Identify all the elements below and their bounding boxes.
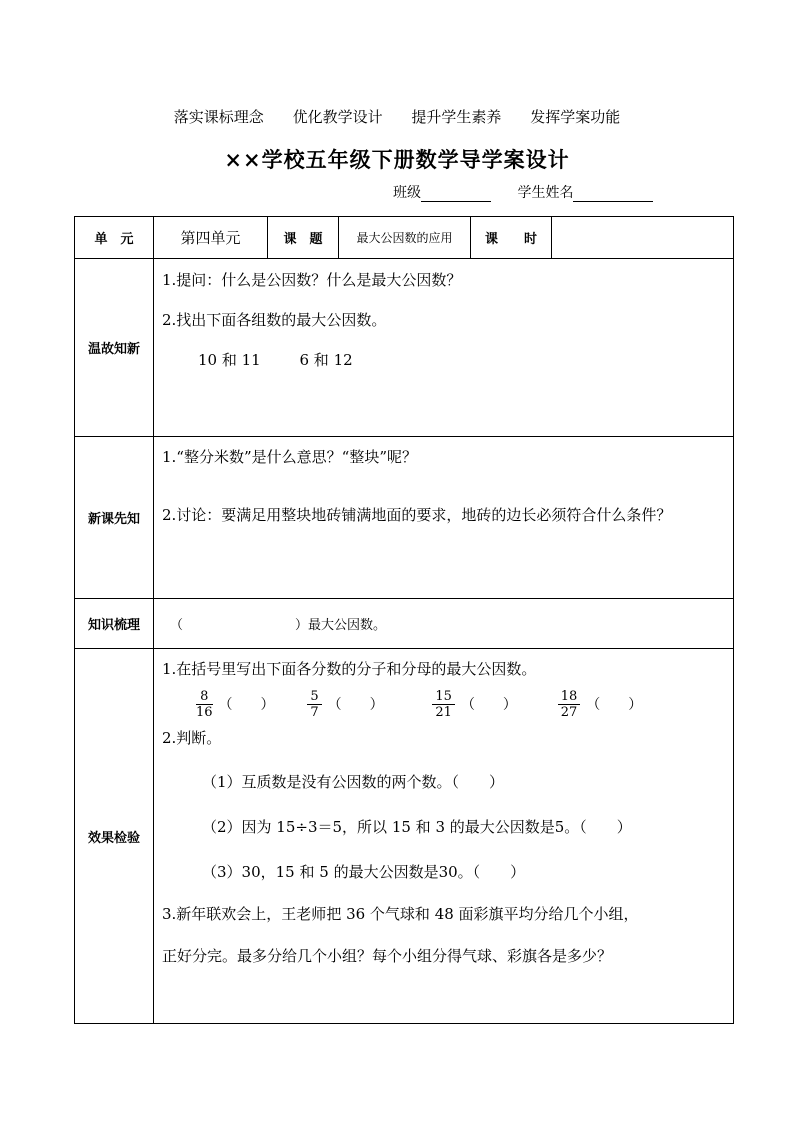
practice-q3-line1: 3.新年联欢会上，王老师把 36 个气球和 48 面彩旗平均分给几个小组， — [162, 905, 639, 923]
fraction-2-num: 5 — [307, 689, 321, 705]
fraction-2 — [307, 689, 321, 720]
judge-1: （1）互质数是没有公因数的两个数。（ ） — [202, 773, 505, 791]
unit-value: 第四单元 — [154, 217, 268, 259]
page-title: ××学校五年级下册数学导学案设计 — [224, 147, 570, 172]
slogan-4: 发挥学案功能 — [530, 108, 621, 126]
fraction-4 — [558, 689, 581, 720]
fraction-3-den: 21 — [435, 705, 452, 720]
fraction-3-answer[interactable]: （ ） — [460, 696, 517, 713]
class-blank[interactable] — [421, 187, 491, 202]
summary-label: 知识梳理 — [75, 599, 154, 649]
student-name-blank[interactable] — [573, 187, 653, 202]
slogan-3: 提升学生素养 — [411, 108, 502, 126]
practice-content — [154, 649, 734, 1024]
summary-content — [154, 599, 734, 649]
practice-q3-line2: 正好分完。最多分给几个小组？每个小组分得气球、彩旗各是多少？ — [162, 947, 613, 965]
practice-row — [75, 649, 734, 1024]
lesson-table — [74, 216, 734, 1024]
review-content — [154, 259, 734, 437]
slogan-2: 优化教学设计 — [292, 108, 383, 126]
period-label: 课 时 — [471, 217, 552, 259]
fraction-1-num: 8 — [196, 689, 213, 705]
judge-2: （2）因为 15÷3＝5，所以 15 和 3 的最大公因数是5。（ ） — [202, 818, 632, 836]
review-pairs — [162, 350, 733, 370]
review-q1: 1.提问：什么是公因数？什么是最大公因数？ — [162, 271, 462, 289]
preview-row — [75, 437, 734, 599]
preview-content — [154, 437, 734, 599]
fraction-1-den: 16 — [196, 705, 213, 720]
summary-open-paren: （ — [170, 618, 184, 633]
review-label: 温故知新 — [75, 259, 154, 437]
preview-q1: 1.“整分米数”是什么意思？“整块”呢？ — [162, 448, 417, 466]
class-label: 班级 — [393, 185, 421, 201]
review-q2: 2.找出下面各组数的最大公因数。 — [162, 311, 387, 329]
fraction-3-num: 15 — [432, 689, 455, 705]
practice-label: 效果检验 — [75, 649, 154, 1024]
fraction-4-den: 27 — [560, 705, 578, 720]
topic-value: 最大公因数的应用 — [339, 217, 471, 259]
summary-text: ）最大公因数。 — [295, 618, 387, 633]
preview-label: 新课先知 — [75, 437, 154, 599]
topic-label: 课 题 — [268, 217, 339, 259]
review-pair-1: 10 和 11 — [198, 351, 261, 369]
review-pair-2: 6 和 12 — [299, 351, 353, 369]
fraction-2-den: 7 — [310, 705, 319, 720]
fraction-3 — [432, 689, 455, 720]
judge-3: （3）30，15 和 5 的最大公因数是30。（ ） — [202, 863, 526, 881]
preview-q2: 2.讨论：要满足用整块地砖铺满地面的要求，地砖的边长必须符合什么条件？ — [162, 506, 672, 524]
fraction-1-answer[interactable]: （ ） — [218, 696, 275, 713]
practice-q2: 2.判断。 — [162, 729, 222, 747]
slogan-line — [0, 106, 794, 127]
student-name-label: 学生姓名 — [517, 185, 574, 201]
fraction-4-num: 18 — [558, 689, 581, 705]
student-info — [393, 182, 653, 202]
summary-row — [75, 599, 734, 649]
slogan-1: 落实课标理念 — [173, 108, 264, 126]
fraction-2-answer[interactable]: （ ） — [327, 696, 384, 713]
fraction-row — [156, 689, 733, 720]
unit-label: 单 元 — [75, 217, 154, 259]
fraction-4-answer[interactable]: （ ） — [586, 696, 643, 713]
period-value[interactable] — [552, 217, 734, 259]
practice-q1: 1.在括号里写出下面各分数的分子和分母的最大公因数。 — [162, 660, 537, 678]
fraction-1 — [196, 689, 213, 720]
review-row — [75, 259, 734, 437]
header-row — [75, 217, 734, 259]
